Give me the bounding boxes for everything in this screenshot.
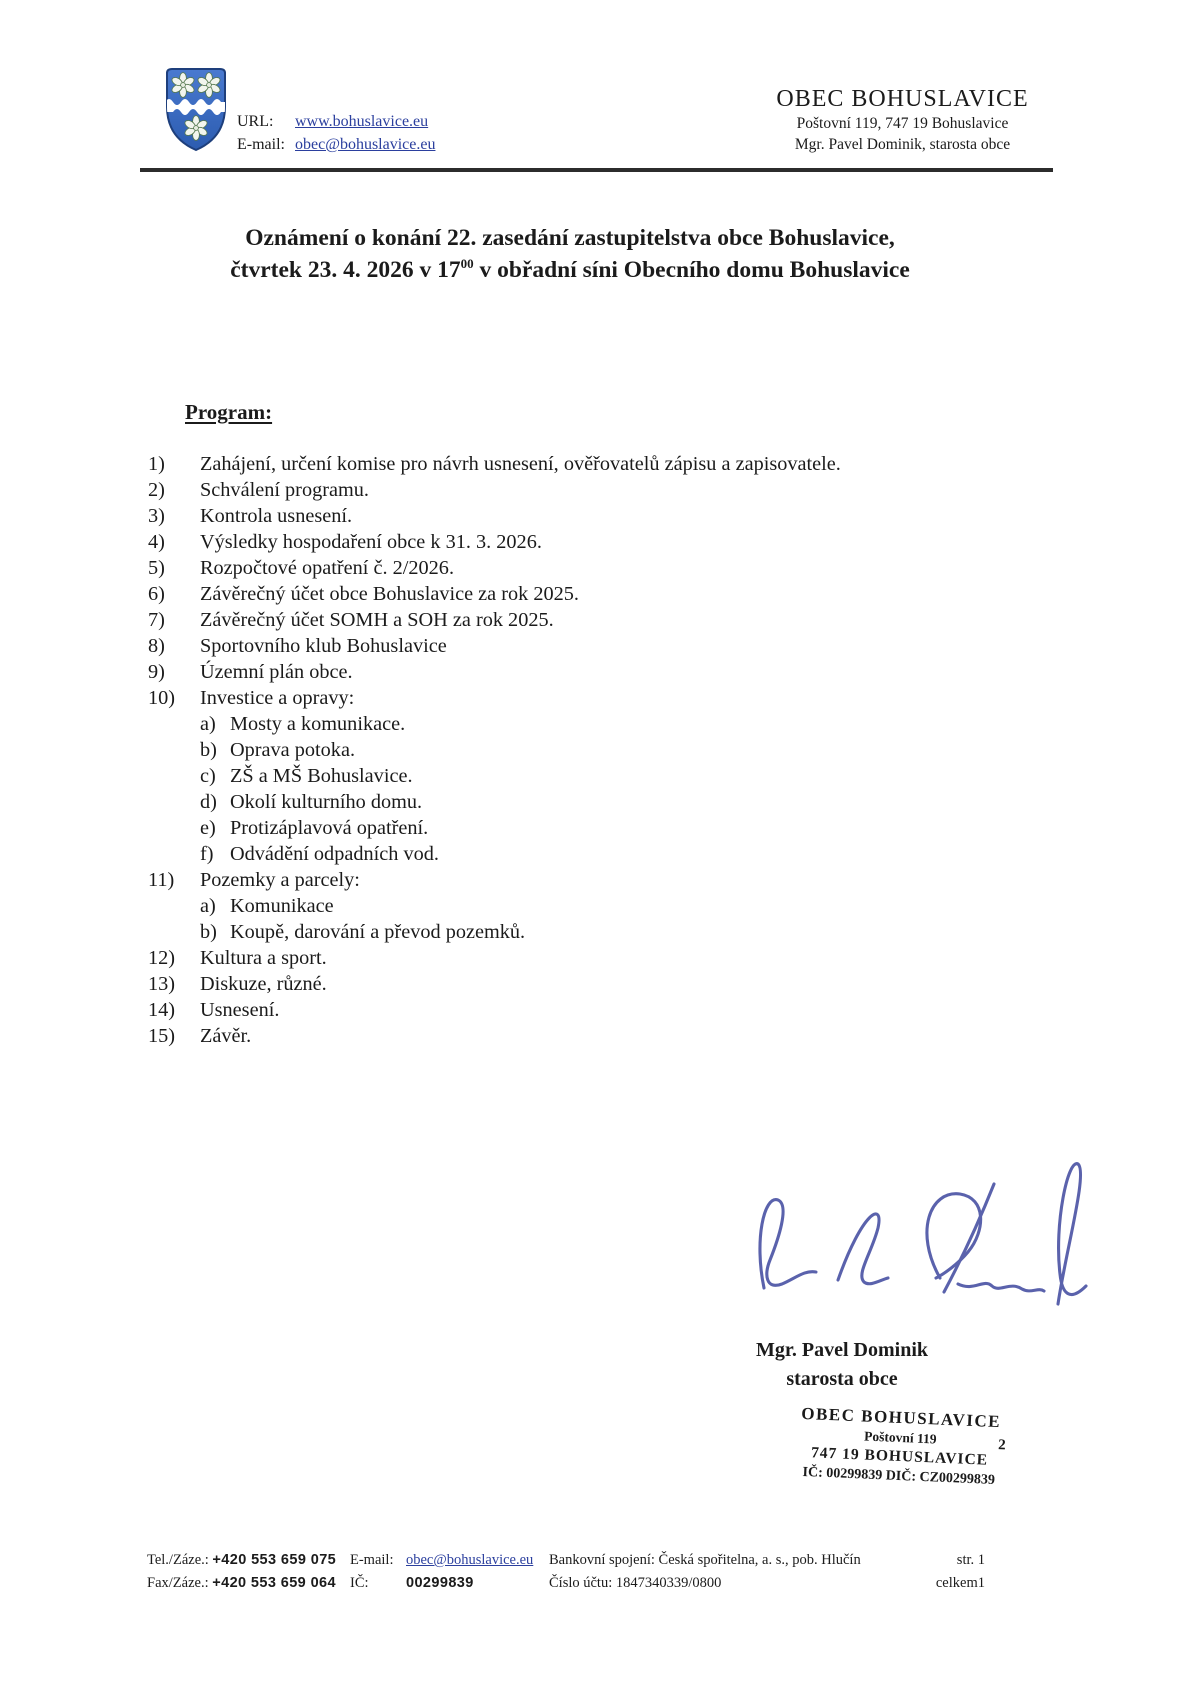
signature-image (733, 1140, 1095, 1340)
program-item-label: 10) (148, 687, 176, 709)
header-divider (140, 168, 1053, 172)
footer-ic-label: IČ: (350, 1575, 369, 1591)
program-heading: Program: (185, 400, 273, 424)
footer-email-row (350, 1549, 533, 1572)
program-item-text: Mosty a komunikace. (230, 713, 406, 735)
program-item-text: Diskuze, různé. (200, 973, 327, 995)
signature-stroke-icon (733, 1140, 1095, 1340)
program-item-text: Koupě, darování a převod pozemků. (230, 921, 526, 943)
program-item-label: 6) (148, 583, 165, 605)
program-item-text: Okolí kulturního domu. (230, 791, 423, 813)
program-item-text: Investice a opravy: (200, 687, 355, 709)
footer-phones (147, 1549, 336, 1595)
title-line2-suffix: v obřadní síni Obecního domu Bohuslavice (473, 257, 910, 283)
program-item (148, 685, 978, 711)
stamp-city: 747 19 BOHUSLAVICE (810, 1444, 989, 1469)
program-item-text: Pozemky a parcely: (200, 869, 360, 891)
coat-of-arms-logo (163, 66, 229, 156)
program-item-text: Kultura a sport. (200, 947, 327, 969)
email-link[interactable]: obec@bohuslavice.eu (295, 136, 436, 153)
program-item (148, 503, 978, 529)
program-item (148, 789, 978, 815)
program-item-label: d) (200, 791, 217, 813)
program-item (148, 529, 978, 555)
program-item-label: 13) (148, 973, 176, 995)
program-item (148, 607, 978, 633)
stamp-number: 2 (997, 1437, 1006, 1454)
program-item (148, 997, 978, 1023)
footer-page-number: str. 1 (956, 1552, 985, 1568)
program-item-text: Zahájení, určení komise pro návrh usnesení, ověřovatelů zápisu a zapisovatele. (200, 453, 841, 475)
program-item-label: c) (200, 765, 216, 787)
footer-bank-row: Bankovní spojení: Česká spořitelna, a. s., pob. Hlučín (549, 1552, 861, 1568)
program-item-text: Komunikace (230, 895, 334, 917)
footer-bank (549, 1549, 861, 1595)
fax-label: Fax/Záze.: (147, 1575, 209, 1591)
program-item (148, 815, 978, 841)
stamp-org-name: OBEC BOHUSLAVICE (800, 1403, 1002, 1432)
program-item-text: Schválení programu. (200, 479, 369, 501)
program-item-label: 4) (148, 531, 165, 553)
program-item-text: Kontrola usnesení. (200, 505, 353, 527)
program-item-label: 5) (148, 557, 165, 579)
program-item-text: Oprava potoka. (230, 739, 356, 761)
program-item-label: 7) (148, 609, 165, 631)
program-item-text: Závěr. (200, 1025, 252, 1047)
footer-account-row: Číslo účtu: 1847340339/0800 (549, 1575, 722, 1591)
program-item-text: Územní plán obce. (200, 661, 353, 683)
footer-page-total: celkem1 (935, 1575, 985, 1591)
program-item (148, 737, 978, 763)
signatory-block (712, 1336, 972, 1394)
org-address: Poštovní 119, 747 19 Bohuslavice (796, 115, 1009, 132)
program-item-label: f) (200, 843, 214, 865)
program-item-label: 15) (148, 1025, 176, 1047)
program-item-label: a) (200, 713, 216, 735)
program-item-label: 14) (148, 999, 176, 1021)
stamp-ids: IČ: 00299839 DIČ: CZ00299839 (802, 1464, 996, 1488)
program-item-label: e) (200, 817, 216, 839)
program-list (148, 451, 978, 1049)
title-line2-prefix: čtvrtek 23. 4. 2026 v 17 (230, 257, 461, 283)
footer-email-ic (350, 1549, 533, 1595)
program-item (148, 555, 978, 581)
program-item (148, 971, 978, 997)
stamp-street: Poštovní 119 (863, 1428, 937, 1447)
program-item (148, 919, 978, 945)
program-item (148, 633, 978, 659)
program-item-text: Rozpočtové opatření č. 2/2026. (200, 557, 455, 579)
title-line1: Oznámení o konání 22. zasedání zastupitelstva obce Bohuslavice, (245, 225, 895, 251)
official-stamp (774, 1401, 1025, 1492)
org-name: OBEC BOHUSLAVICE (776, 86, 1029, 112)
program-item-text: ZŠ a MŠ Bohuslavice. (230, 765, 413, 787)
tel-number: +420 553 659 075 (212, 1552, 337, 1568)
program-item-label: b) (200, 739, 217, 761)
program-item (148, 841, 978, 867)
program-item-text: Usnesení. (200, 999, 280, 1021)
coat-of-arms-icon (163, 66, 229, 156)
program-item (148, 867, 978, 893)
program-item-label: 8) (148, 635, 165, 657)
footer-ic-number: 00299839 (406, 1575, 474, 1591)
tel-label: Tel./Záze.: (147, 1552, 209, 1568)
program-item-text: Závěrečný účet SOMH a SOH za rok 2025. (200, 609, 554, 631)
program-item-label: 1) (148, 453, 165, 475)
url-link[interactable]: www.bohuslavice.eu (295, 113, 429, 130)
footer-tel-row (147, 1549, 336, 1572)
footer-email-label: E-mail: (350, 1552, 394, 1568)
footer-email-link[interactable]: obec@bohuslavice.eu (406, 1552, 534, 1568)
program-item (148, 763, 978, 789)
program-item-label: a) (200, 895, 216, 917)
program-item-label: 2) (148, 479, 165, 501)
email-label: E-mail: (237, 136, 285, 153)
program-item-text: Závěrečný účet obce Bohuslavice za rok 2025. (200, 583, 579, 605)
header-url-row (237, 110, 435, 133)
title-line2 (140, 254, 1000, 286)
footer-fax-row (147, 1572, 336, 1595)
program-item-label: 12) (148, 947, 176, 969)
footer-paging (885, 1549, 985, 1595)
program-item-text: Odvádění odpadních vod. (230, 843, 439, 865)
document-title (140, 222, 1000, 286)
program-item (148, 945, 978, 971)
program-item (148, 451, 978, 477)
program-item (148, 1023, 978, 1049)
header-email-row (237, 133, 435, 156)
footer-ic-row (350, 1572, 533, 1595)
header-org-block (735, 86, 1070, 155)
signatory-name: Mgr. Pavel Dominik (755, 1339, 929, 1361)
program-item-text: Sportovního klub Bohuslavice (200, 635, 447, 657)
program-item-label: 3) (148, 505, 165, 527)
program-item (148, 711, 978, 737)
program-item-label: 11) (148, 869, 175, 891)
program-item (148, 477, 978, 503)
program-item-text: Výsledky hospodaření obce k 31. 3. 2026. (200, 531, 542, 553)
org-representative: Mgr. Pavel Dominik, starosta obce (794, 136, 1011, 153)
signatory-role: starosta obce (786, 1368, 898, 1390)
program-item-label: b) (200, 921, 217, 943)
program-item-text: Protizáplavová opatření. (230, 817, 429, 839)
header-contact (237, 110, 435, 156)
program-item (148, 581, 978, 607)
program-item (148, 893, 978, 919)
url-label: URL: (237, 113, 274, 130)
title-time-superscript: 00 (460, 256, 474, 272)
fax-number: +420 553 659 064 (212, 1575, 336, 1591)
program-item-label: 9) (148, 661, 165, 683)
program-item (148, 659, 978, 685)
